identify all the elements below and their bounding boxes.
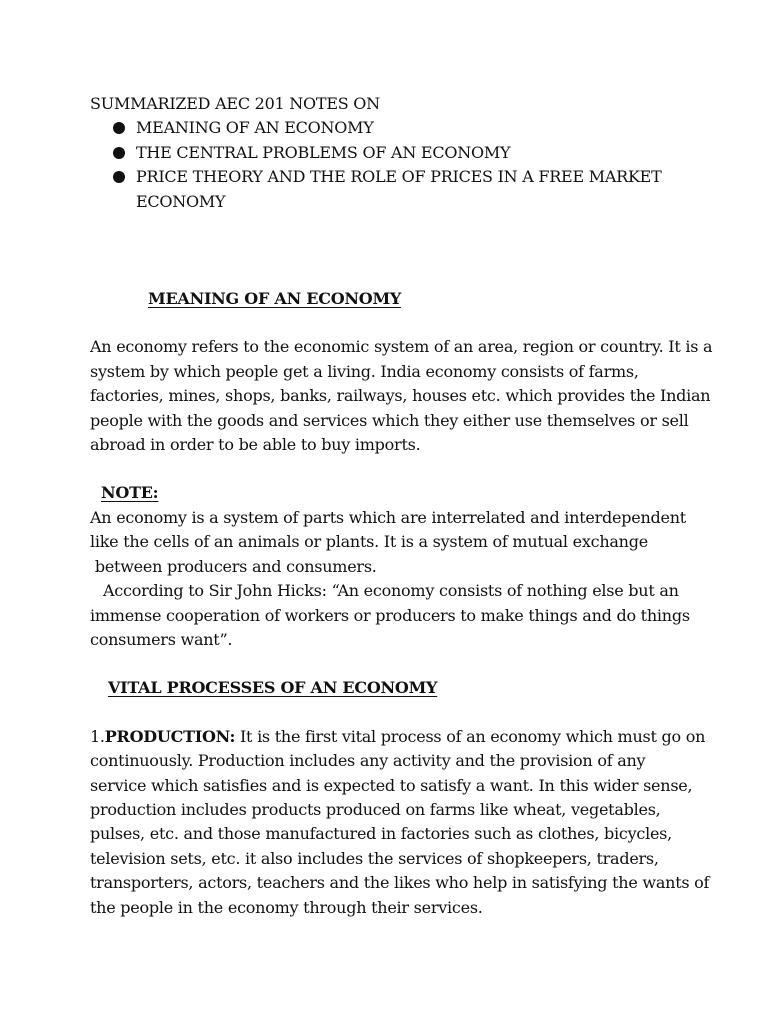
topic-label: PRICE THEORY AND THE ROLE OF PRICES IN A FREE MARKET [136,167,662,187]
text-line: the people in the economy through their services. [90,897,483,917]
list-item [136,141,700,165]
topic-list [90,116,700,214]
text-line: consumers want”. [90,629,233,649]
topic-label-continued: ECONOMY [136,191,226,211]
text-line: service which satisfies and is expected to satisfy a want. In this wider sense, [90,775,693,795]
text-line: system by which people get a living. India economy consists of farms, [90,361,639,381]
section-heading-meaning: MEANING OF AN ECONOMY [148,289,402,309]
note-heading: NOTE: [101,483,159,503]
text-line: production includes products produced on farms like wheat, vegetables, [90,799,661,819]
text-line: pulses, etc. and those manufactured in factories such as clothes, bicycles, [90,824,672,844]
text-line: between producers and consumers. [90,556,377,576]
text-line: factories, mines, shops, banks, railways, houses etc. which provides the Indian [90,386,711,406]
bullet-icon [113,147,125,159]
text-line: An economy is a system of parts which are interrelated and interdependent [90,507,686,527]
item-number: 1. [90,726,105,746]
bullet-icon [113,171,125,183]
notes-title: SUMMARIZED AEC 201 NOTES ON [90,94,380,113]
text-line: like the cells of an animals or plants. It is a system of mutual exchange [90,532,648,552]
text-line: An economy refers to the economic system of an area, region or country. It is a [90,337,713,357]
text-line: people with the goods and services which they either use themselves or sell [90,410,689,430]
bullet-icon [113,122,125,134]
topic-label: THE CENTRAL PROBLEMS OF AN ECONOMY [136,142,511,162]
document-page [90,92,713,920]
text-line [90,725,706,749]
text-line: television sets, etc. it also includes the services of shopkeepers, traders, [90,848,659,868]
hicks-quote-paragraph [90,579,700,652]
text-fragment: It is the first vital process of an economy which must go on [235,726,706,746]
text-line: According to Sir John Hicks: “An economy consists of nothing else but an [103,581,679,601]
section-heading-vital-processes: VITAL PROCESSES OF AN ECONOMY [108,678,438,698]
text-line: continuously. Production includes any activity and the provision of any [90,751,646,771]
production-paragraph [90,725,710,920]
text-line: immense cooperation of workers or producers to make things and do things [90,605,690,625]
list-item [136,165,700,214]
topic-label: MEANING OF AN ECONOMY [136,118,374,138]
text-line: transporters, actors, teachers and the likes who help in satisfying the wants of [90,873,710,893]
list-item [136,116,700,140]
text-line: abroad in order to be able to buy imports. [90,435,421,455]
note-paragraph [90,506,700,579]
production-label: PRODUCTION: [104,726,236,746]
meaning-paragraph [90,335,713,457]
